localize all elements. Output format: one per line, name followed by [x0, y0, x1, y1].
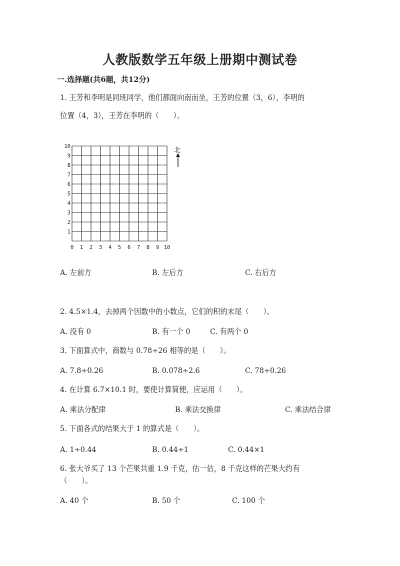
question-5-option-c[interactable]: C. 0.44×1	[228, 445, 265, 454]
question-4-option-a[interactable]: A. 乘法分配律	[60, 405, 106, 414]
question-1-line-1: 1. 王芳和李明是同班同学，他们都面向南而坐，王芳的位置（3，6），李明的	[60, 93, 305, 102]
question-4-option-b[interactable]: B. 乘法交换律	[175, 405, 221, 414]
question-3-option-c[interactable]: C. 78÷0.26	[245, 366, 286, 375]
question-6-option-c[interactable]: C. 100 个	[232, 496, 266, 505]
grid-x-tick-label: 4	[108, 245, 112, 250]
grid-y-tick-label: 1	[67, 229, 71, 236]
grid-lines	[72, 146, 167, 241]
grid-y-tick-label: 3	[67, 210, 71, 217]
coordinate-grid	[58, 140, 198, 250]
grid-y-tick-label: 9	[67, 153, 71, 160]
question-6-line-1: 6. 张大爷买了 13 个芒果共重 1.9 千克，估一估，8 千克这样的芒果大约有	[60, 464, 300, 473]
question-1-option-b[interactable]: B. 左后方	[152, 268, 184, 277]
north-arrow-icon	[176, 153, 180, 167]
question-5-option-b[interactable]: B. 0.44÷1	[152, 445, 189, 454]
grid-y-tick-label: 2	[67, 220, 71, 226]
grid-y-tick-label: 7	[67, 172, 71, 179]
section-heading: 一.选择题(共6题，共12分)	[57, 75, 150, 84]
question-1-option-a[interactable]: A. 左前方	[60, 268, 92, 277]
grid-x-tick-label: 0	[70, 245, 74, 250]
question-6-option-a[interactable]: A. 40 个	[60, 496, 89, 505]
grid-x-tick-label: 10	[163, 245, 171, 250]
question-1-option-c[interactable]: C. 右后方	[245, 268, 277, 277]
page-title: 人教版数学五年级上册期中测试卷	[102, 52, 298, 67]
grid-y-tick-label: 5	[67, 191, 71, 198]
grid-y-tick-label: 4	[67, 201, 71, 207]
grid-y-tick-label: 10	[64, 144, 71, 150]
grid-x-tick-label: 1	[79, 245, 84, 250]
grid-x-tick-label: 8	[146, 245, 150, 250]
question-5-text: 5. 下面各式的结果大于 1 的算式是（ ）。	[60, 424, 205, 433]
question-3-option-a[interactable]: A. 7.8÷0.26	[60, 366, 104, 375]
question-6-option-b[interactable]: B. 50 个	[152, 496, 181, 505]
question-2-option-a[interactable]: A. 没有 0	[60, 327, 91, 336]
question-5-option-a[interactable]: A. 1÷0.44	[60, 445, 97, 454]
grid-y-tick-label: 6	[67, 182, 71, 188]
grid-x-tick-label: 9	[155, 245, 160, 250]
question-2-option-b[interactable]: B. 有一个 0	[152, 327, 191, 336]
question-4-option-c[interactable]: C. 乘法结合律	[285, 405, 331, 414]
north-label: 北	[174, 146, 181, 154]
grid-x-tick-label: 7	[136, 245, 141, 250]
grid-x-tick-label: 2	[89, 245, 93, 250]
question-4-text: 4. 在计算 6.7×10.1 时，要使计算简便，应运用（ ）。	[60, 385, 248, 394]
grid-y-tick-label: 8	[67, 163, 71, 169]
grid-y-labels	[64, 144, 70, 236]
question-2-text: 2. 4.5×1.4，去掉两个因数中的小数点，它们的积的末尾（ ）。	[60, 307, 275, 316]
question-3-text: 3. 下面算式中，商数与 0.78÷26 相等的是（ ）。	[60, 346, 231, 355]
grid-x-tick-label: 5	[117, 245, 122, 250]
grid-x-tick-label: 6	[127, 245, 131, 250]
question-3-option-b[interactable]: B. 0.078÷2.6	[152, 366, 200, 375]
grid-x-labels	[70, 245, 170, 250]
question-1-line-2: 位置（4，3），王芳在李明的（ ）。	[60, 111, 185, 120]
question-2-option-c[interactable]: C. 有两个 0	[210, 327, 249, 336]
question-6-line-2: （ ）。	[60, 476, 93, 485]
grid-x-tick-label: 3	[98, 245, 103, 250]
